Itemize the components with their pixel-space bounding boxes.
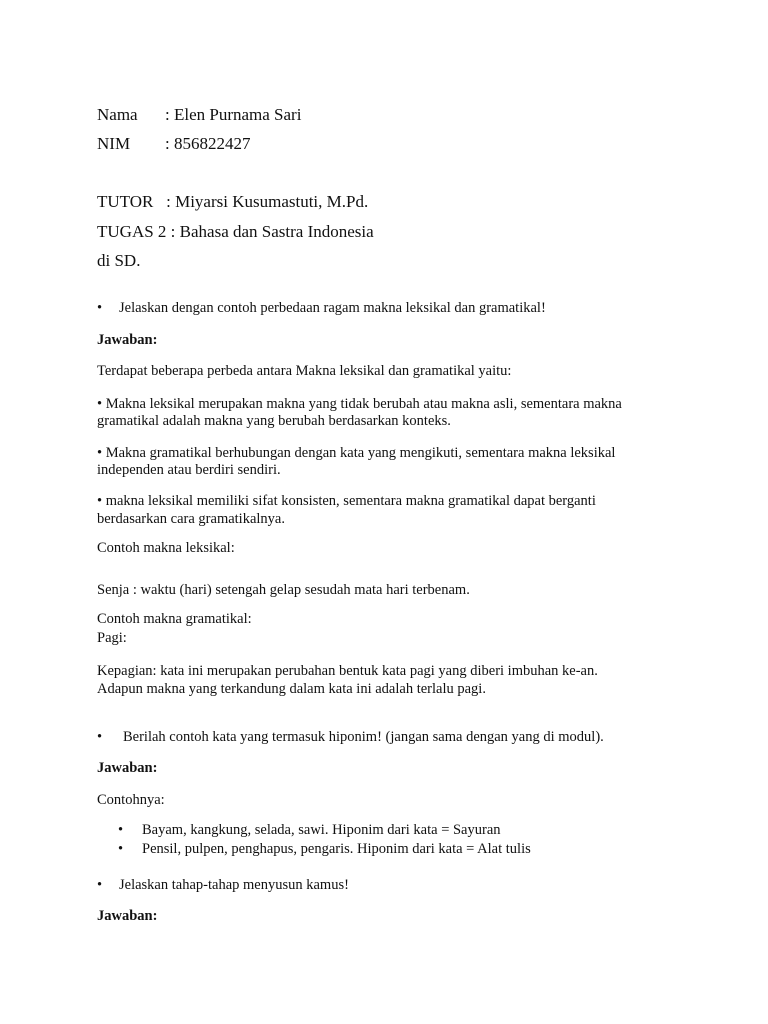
contoh-leksikal-label: Contoh makna leksikal: [97,540,235,556]
tutor-line: TUTOR : Miyarsi Kusumastuti, M.Pd. [97,192,369,211]
nama-row [97,105,301,125]
tugas-line-2: di SD. [97,251,141,270]
contoh-gramatikal-label: Contoh makna gramatikal: [97,611,252,627]
answer-label-3: Jawaban: [97,908,158,924]
point-2-line-1: • Makna gramatikal berhubungan dengan kata yang mengikuti, sementara makna leksikal [97,445,616,461]
answer-1-intro: Terdapat beberapa perbeda antara Makna leksikal dan gramatikal yaitu: [97,363,512,379]
nim-value: : 856822427 [165,134,251,153]
bullet: • [118,822,124,838]
pagi-label: Pagi: [97,630,127,646]
point-2-line-2: independen atau berdiri sendiri. [97,462,281,478]
kepagian-line-1: Kepagian: kata ini merupakan perubahan bentuk kata pagi yang diberi imbuhan ke-an. [97,663,598,679]
answer-label-2: Jawaban: [97,760,158,776]
point-1-line-1: • Makna leksikal merupakan makna yang tidak berubah atau makna asli, sementara makna [97,396,622,412]
nim-label: NIM [97,134,131,153]
list-item: Bayam, kangkung, selada, sawi. Hiponim dari kata = Sayuran [142,822,501,838]
bullet: • [118,841,124,857]
bullet: • [97,729,103,745]
point-1-line-2: gramatikal adalah makna yang berubah berdasarkan konteks. [97,413,451,429]
answer-label-1: Jawaban: [97,332,158,348]
contoh-leksikal: Senja : waktu (hari) setengah gelap sesudah mata hari terbenam. [97,582,470,598]
point-3-line-1: • makna leksikal memiliki sifat konsisten, sementara makna gramatikal dapat berganti [97,493,596,509]
nim-row [97,134,250,154]
kepagian-line-2: Adapun makna yang terkandung dalam kata ini adalah terlalu pagi. [97,681,486,697]
nama-value: : Elen Purnama Sari [165,105,302,124]
answer-2-intro: Contohnya: [97,792,165,808]
bullet: • [97,300,103,316]
nama-label: Nama [97,105,138,124]
question-3: Jelaskan tahap-tahap menyusun kamus! [119,877,349,893]
tugas-line: TUGAS 2 : Bahasa dan Sastra Indonesia [97,222,374,241]
question-1: Jelaskan dengan contoh perbedaan ragam makna leksikal dan gramatikal! [119,300,546,316]
bullet: • [97,877,103,893]
list-item: Pensil, pulpen, penghapus, pengaris. Hiponim dari kata = Alat tulis [142,841,531,857]
point-3-line-2: berdasarkan cara gramatikalnya. [97,511,285,527]
question-2: Berilah contoh kata yang termasuk hiponim! (jangan sama dengan yang di modul). [123,729,604,745]
